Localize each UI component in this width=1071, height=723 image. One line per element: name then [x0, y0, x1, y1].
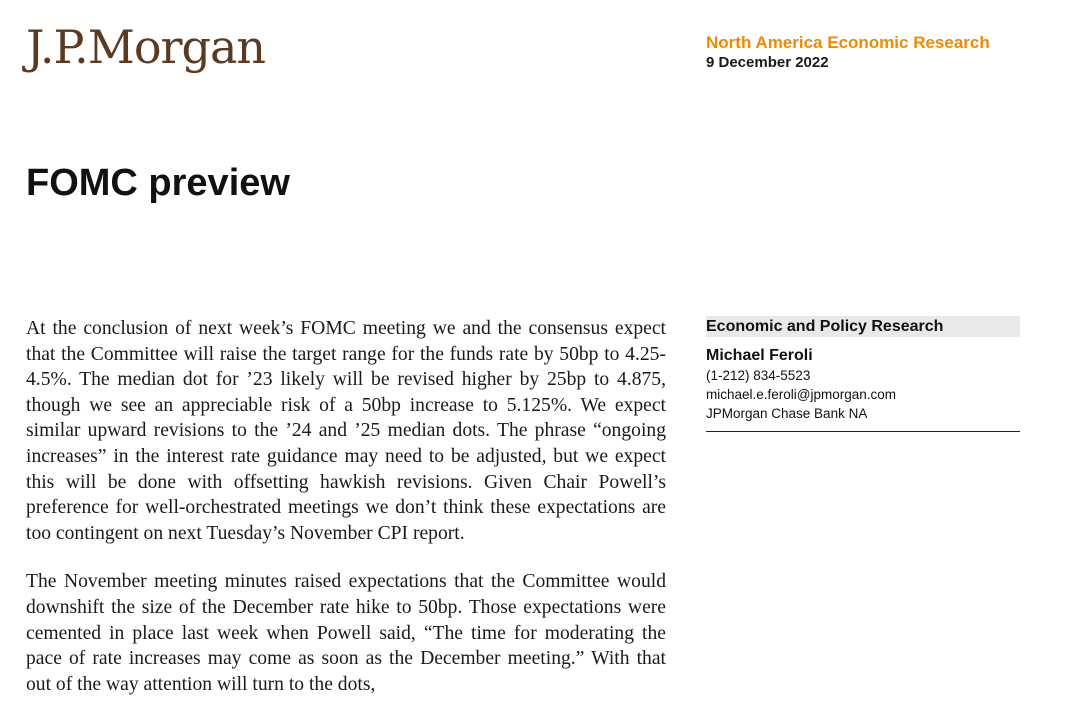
paragraph: At the conclusion of next week’s FOMC meeting we and the consensus expect that the Committee will raise the target range for the funds rate by 50bp to 4.25-4.5%. The median dot for ’23 likely will be revised higher by 25bp to 4.875, though we see an appreciable risk of a 50bp increase to 5.125%. We expect similar upward revisions to the ’24 and ’25 median dots. The phrase “ongoing increases” in the interest rate guidance may need to be adjusted, but we expect this will be done with offsetting hawkish revisions. Given Chair Powell’s preference for well-orchestrated meetings we don’t think these expectations are too contingent on next Tuesday’s November CPI report.	[26, 318, 666, 544]
paragraph: The November meeting minutes raised expectations that the Committee would downshift the size of the December rate hike to 50bp. Those expectations were cemented in place last week when Powell said, “The time for moderating the pace of rate increases may come as soon as the December meeting.” With that out of the way attention will turn to the dots,	[26, 571, 666, 695]
analyst-email[interactable]: michael.e.feroli@jpmorgan.com	[706, 387, 897, 402]
company-logo: J.P.Morgan	[26, 20, 266, 74]
analyst-sidebar	[706, 316, 1020, 432]
analyst-phone: (1-212) 834-5523	[706, 368, 811, 383]
sidebar-heading: Economic and Policy Research	[706, 316, 1020, 337]
sidebar-divider	[706, 431, 1020, 432]
article-body	[26, 316, 666, 720]
report-date: 9 December 2022	[706, 54, 829, 71]
analyst-name: Michael Feroli	[706, 347, 813, 364]
analyst-entity: JPMorgan Chase Bank NA	[706, 406, 868, 421]
page-title: FOMC preview	[26, 162, 290, 204]
report-header-info	[706, 33, 990, 73]
department-label: North America Economic Research	[706, 33, 990, 52]
